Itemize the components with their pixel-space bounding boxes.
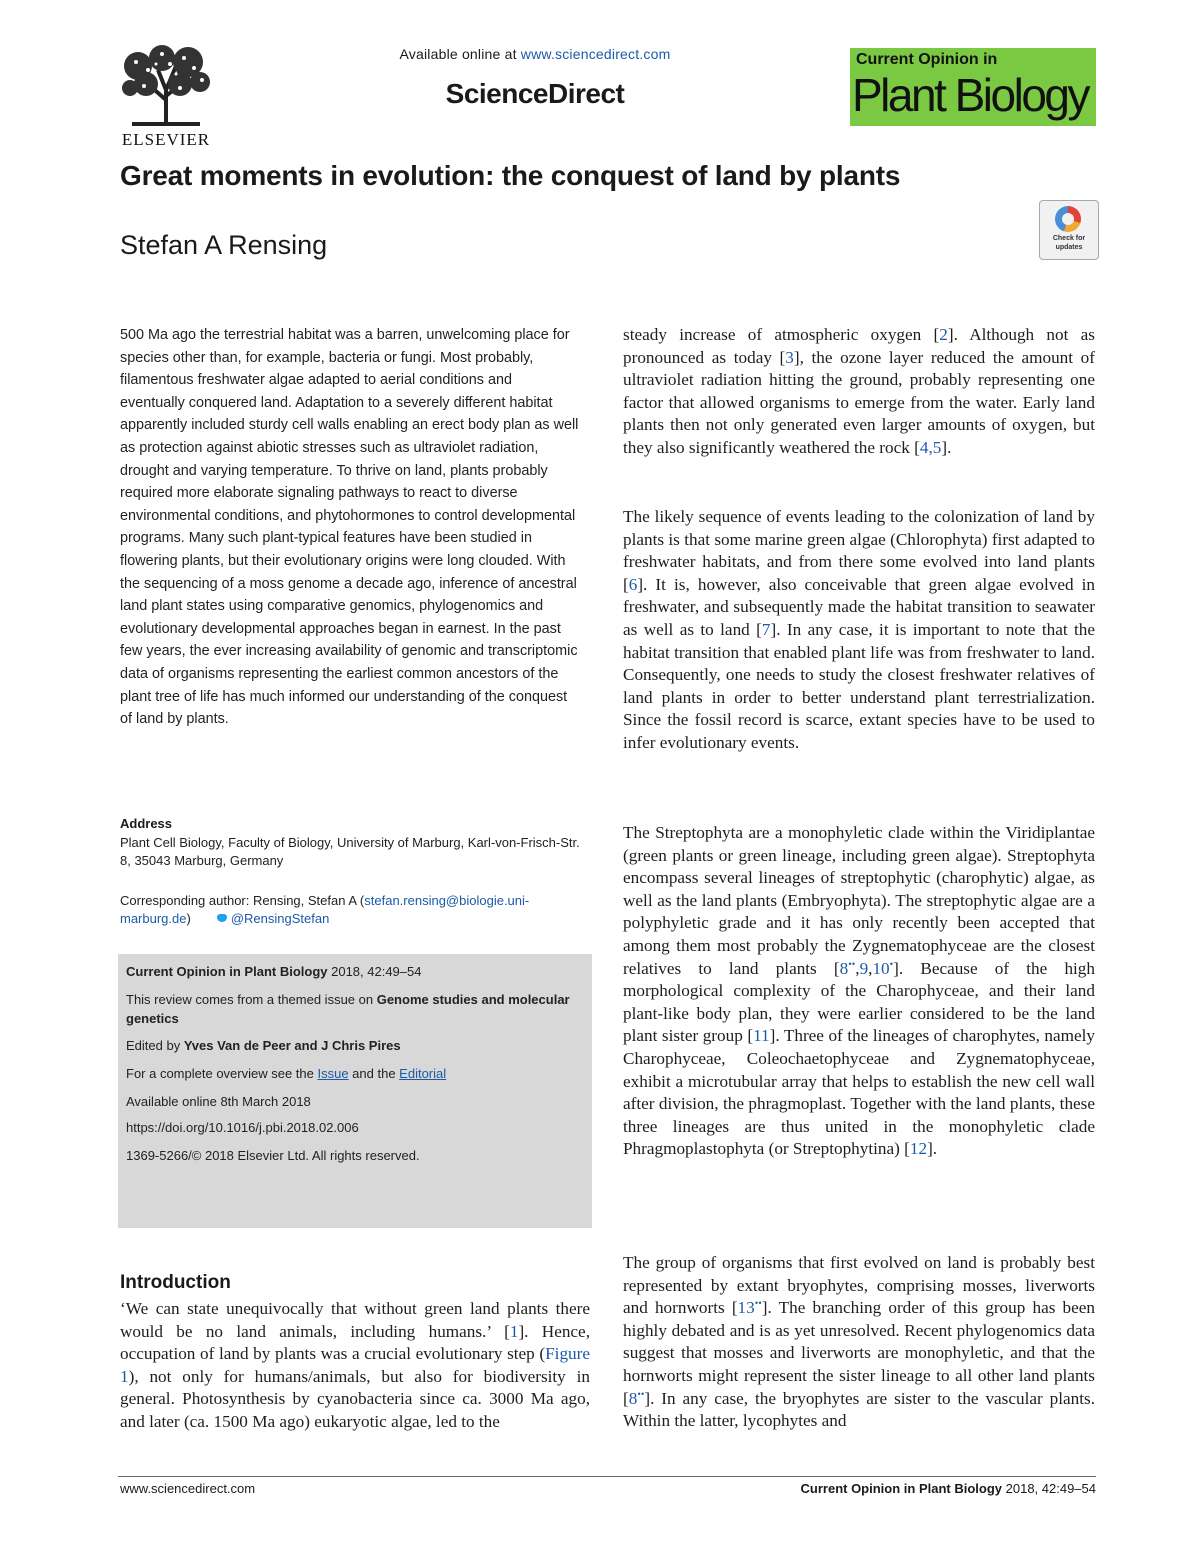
ref-separator: , [868,958,873,978]
para-text: The likely sequence of events leading to the colonization of land by plants is that some marine green algae (Chlorophyta) first adapted to freshwater habitats, and from there some evolved into land plants [ [623,507,1095,594]
corresponding-author [120,892,590,928]
para-text: ]. In any case, it is important to note that the habitat transition that enabled plant life was from freshwater to land. Consequently, one needs to study the closest freshwater relatives of land plants in order to better understand plant terrestrialization. Since the fossil record is scarce, extant species have to be used to infer evolutionary events. [623,619,1095,752]
ref-link[interactable]: 11 [753,1026,770,1046]
twitter-handle-link[interactable]: @RensingStefan [230,911,330,926]
info-available-date: Available online 8th March 2018 [126,1094,311,1109]
sciencedirect-brand: ScienceDirect [445,78,625,109]
info-themed-issue [126,990,584,1028]
ref-marker: •• [848,958,856,970]
para-text: ]. [941,437,952,457]
info-editor-names: Yves Van de Peer and J Chris Pires [183,1038,401,1053]
check-updates-label: Check for updates [1052,235,1086,251]
ref-link[interactable]: 8 [839,958,849,978]
footer-citation [700,1481,1096,1496]
journal-logo [850,48,1096,126]
info-editors [126,1036,584,1055]
article-author: Stefan A Rensing [120,230,328,260]
ref-separator: , [855,958,860,978]
editorial-link[interactable]: Editorial [399,1066,447,1081]
intro-text: ‘We can state unequivocally that without green land plants there would be no land animals, including humans.’ [ [120,1299,590,1341]
ref-link[interactable]: 8 [628,1388,638,1408]
info-citation [126,962,584,981]
para-text: ]. It is, however, also conceivable that green algae evolved in freshwater, and subsequently made the habitat transition to seawater as well as to land [ [623,574,1095,639]
sciencedirect-link[interactable]: www.sciencedirect.com [520,46,671,62]
check-updates-icon [1055,206,1081,232]
info-overview-prefix: For a complete overview see the [126,1066,318,1081]
para-text: The group of organisms that first evolved on land is probably best represented by extant bryophytes, comprising mosses, liverworts and hornworts [ [623,1253,1095,1318]
info-overview-mid: and the [348,1066,400,1081]
introduction-heading: Introduction [120,1272,231,1293]
elsevier-tree-icon [118,44,214,128]
ref-link[interactable]: 1 [509,1321,519,1341]
intro-text: ]. Hence, occupation of land by plants was a crucial evolutionary step ( [120,1321,590,1364]
figure-1-link[interactable]: Figure 1 [120,1344,590,1386]
ref-link[interactable]: 12 [909,1139,928,1159]
doi-link[interactable]: https://doi.org/10.1016/j.pbi.2018.02.006 [126,1120,359,1135]
twitter-icon [217,914,227,922]
ref-link[interactable]: 3 [785,347,794,367]
address-heading: Address [120,816,173,831]
footer-citation-rest: 2018, 42:49–54 [1002,1481,1096,1496]
para-text: ]. Because of the high morphological complexity of the Charophyceae, and their land plant-like body plan, they were earlier considered to be the land plant sister group [ [623,958,1095,1046]
footer-website: www.sciencedirect.com [120,1481,256,1496]
article-info-box [118,954,592,1228]
ref-marker: •• [637,1388,645,1400]
check-for-updates-button[interactable] [1039,200,1099,260]
available-prefix: Available online at [399,46,521,62]
info-copyright: 1369-5266/© 2018 Elsevier Ltd. All rights reserved. [126,1148,420,1163]
body-paragraph-2 [623,506,1095,755]
footer-journal: Current Opinion in Plant Biology [800,1481,1003,1496]
issue-link[interactable]: Issue [317,1066,349,1081]
journal-logo-line2: Plant Biology [852,69,1088,121]
info-issue-topic: Genome studies and molecular genetics [126,992,570,1026]
para-text: ]. Three of the lineages of charophytes, namely Charophyceae, Coleochaetophyceae and Zygnematophyceae, exhibit a microtubular array that helps to establish the new cell wall after division, the phragmoplast. Together with the land plants, these three lineages are thus united in the monophyletic clade Phragmoplastophyta (or Streptophytina) [ [623,1026,1095,1159]
body-paragraph-1 [623,324,1095,460]
author-email-link[interactable]: stefan.rensing@biologie.uni-marburg.de [120,893,530,926]
corresponding-prefix: Corresponding author: Rensing, Stefan A ( [120,893,365,908]
ref-link[interactable]: 10 [872,958,890,978]
ref-link[interactable]: 13 [737,1298,755,1318]
ref-link[interactable]: 6 [628,574,638,594]
ref-link[interactable]: 4,5 [919,437,942,457]
ref-marker: •• [754,1298,762,1310]
ref-link[interactable]: 2 [939,325,948,344]
info-citation-rest: 2018, 42:49–54 [327,964,422,979]
para-text: steady increase of atmospheric oxygen [ [623,325,940,344]
para-text: The Streptophyta are a monophyletic clade within the Viridiplantae (green plants or green lineage, including green algae). Streptophyta encompass several lineages of streptophytic (charophytic) algae, as well as the land plants (Embryophyta). The streptophytic algae are a polyphyletic grade and it has only recently been accepted that among them most probably the Zygnematophyceae are the closest relatives to land plants [ [623,823,1095,978]
introduction-paragraph [120,1298,590,1434]
body-paragraph-4 [623,1252,1095,1433]
info-edited-prefix: Edited by [126,1038,184,1053]
info-citation-journal: Current Opinion in Plant Biology [126,964,328,979]
corresponding-suffix: ) [186,911,191,926]
para-text: ]. The branching order of this group has been highly debated and is as yet unresolved. Recent phylogenomics data suggest that mosses and liverworts are monophyletic, and that the hornworts might represent the sister lineage to all other land plants [ [623,1298,1095,1408]
available-online-line [300,46,770,62]
article-title: Great moments in evolution: the conquest of land by plants [120,160,901,191]
para-text: ]. [927,1139,938,1159]
para-text: ]. In any case, the bryophytes are sister to the vascular plants. Within the latter, lycophytes and [623,1388,1095,1431]
ref-link[interactable]: 9 [859,958,869,978]
body-paragraph-3 [623,822,1095,1161]
intro-text: ), not only for humans/animals, but also for biodiversity in general. Photosynthesis by cyanobacteria since ca. 3000 Ma ago, and later (ca. 1500 Ma ago) eukaryotic algae, led to the [120,1366,590,1431]
para-text: ]. Although not as pronounced as today [ [623,325,1095,367]
address-text: Plant Cell Biology, Faculty of Biology, University of Marburg, Karl-von-Frisch-Str. 8, 35043 Marburg, Germany [120,835,580,868]
journal-logo-line1: Current Opinion in [856,51,998,68]
ref-marker: • [889,958,894,970]
ref-link[interactable]: 7 [761,619,771,639]
para-text: ], the ozone layer reduced the amount of ultraviolet radiation hitting the ground, probably representing one factor that allowed organisms to emerge from the water. Early land plants then not only generated even larger amounts of oxygen, but they also significantly weathered the rock [ [623,347,1095,457]
footer-rule [118,1476,1096,1477]
info-issue-prefix: This review comes from a themed issue on [126,992,377,1007]
abstract: 500 Ma ago the terrestrial habitat was a barren, unwelcoming place for species other than, for example, bacteria or fungi. Most probably, filamentous freshwater algae adapted to aerial conditions and eventually conquered land. Adaptation to a severely different habitat apparently included sturdy cell walls enabling an erect body plan as well as protection against abiotic stresses such as ultraviolet radiation, drought and varying temperature. To thrive on land, plants probably required more elaborate signaling pathways to react to diverse environmental conditions, and phytohormones to control developmental programs. Many such plant-typical features have been studied in flowering plants, but their evolutionary origins were long clouded. With the sequencing of a moss genome a decade ago, inference of ancestral land plant states using comparative genomics, phylogenomics and evolutionary developmental approaches began in earnest. In the past few years, the ever increasing availability of genomic and transcriptomic data of organisms representing the earliest common ancestors of the plant tree of life has much informed our understanding of the conquest of land by plants. [120,327,579,728]
elsevier-logo [118,44,214,150]
info-overview [126,1064,584,1083]
elsevier-wordmark: ELSEVIER [121,130,211,149]
